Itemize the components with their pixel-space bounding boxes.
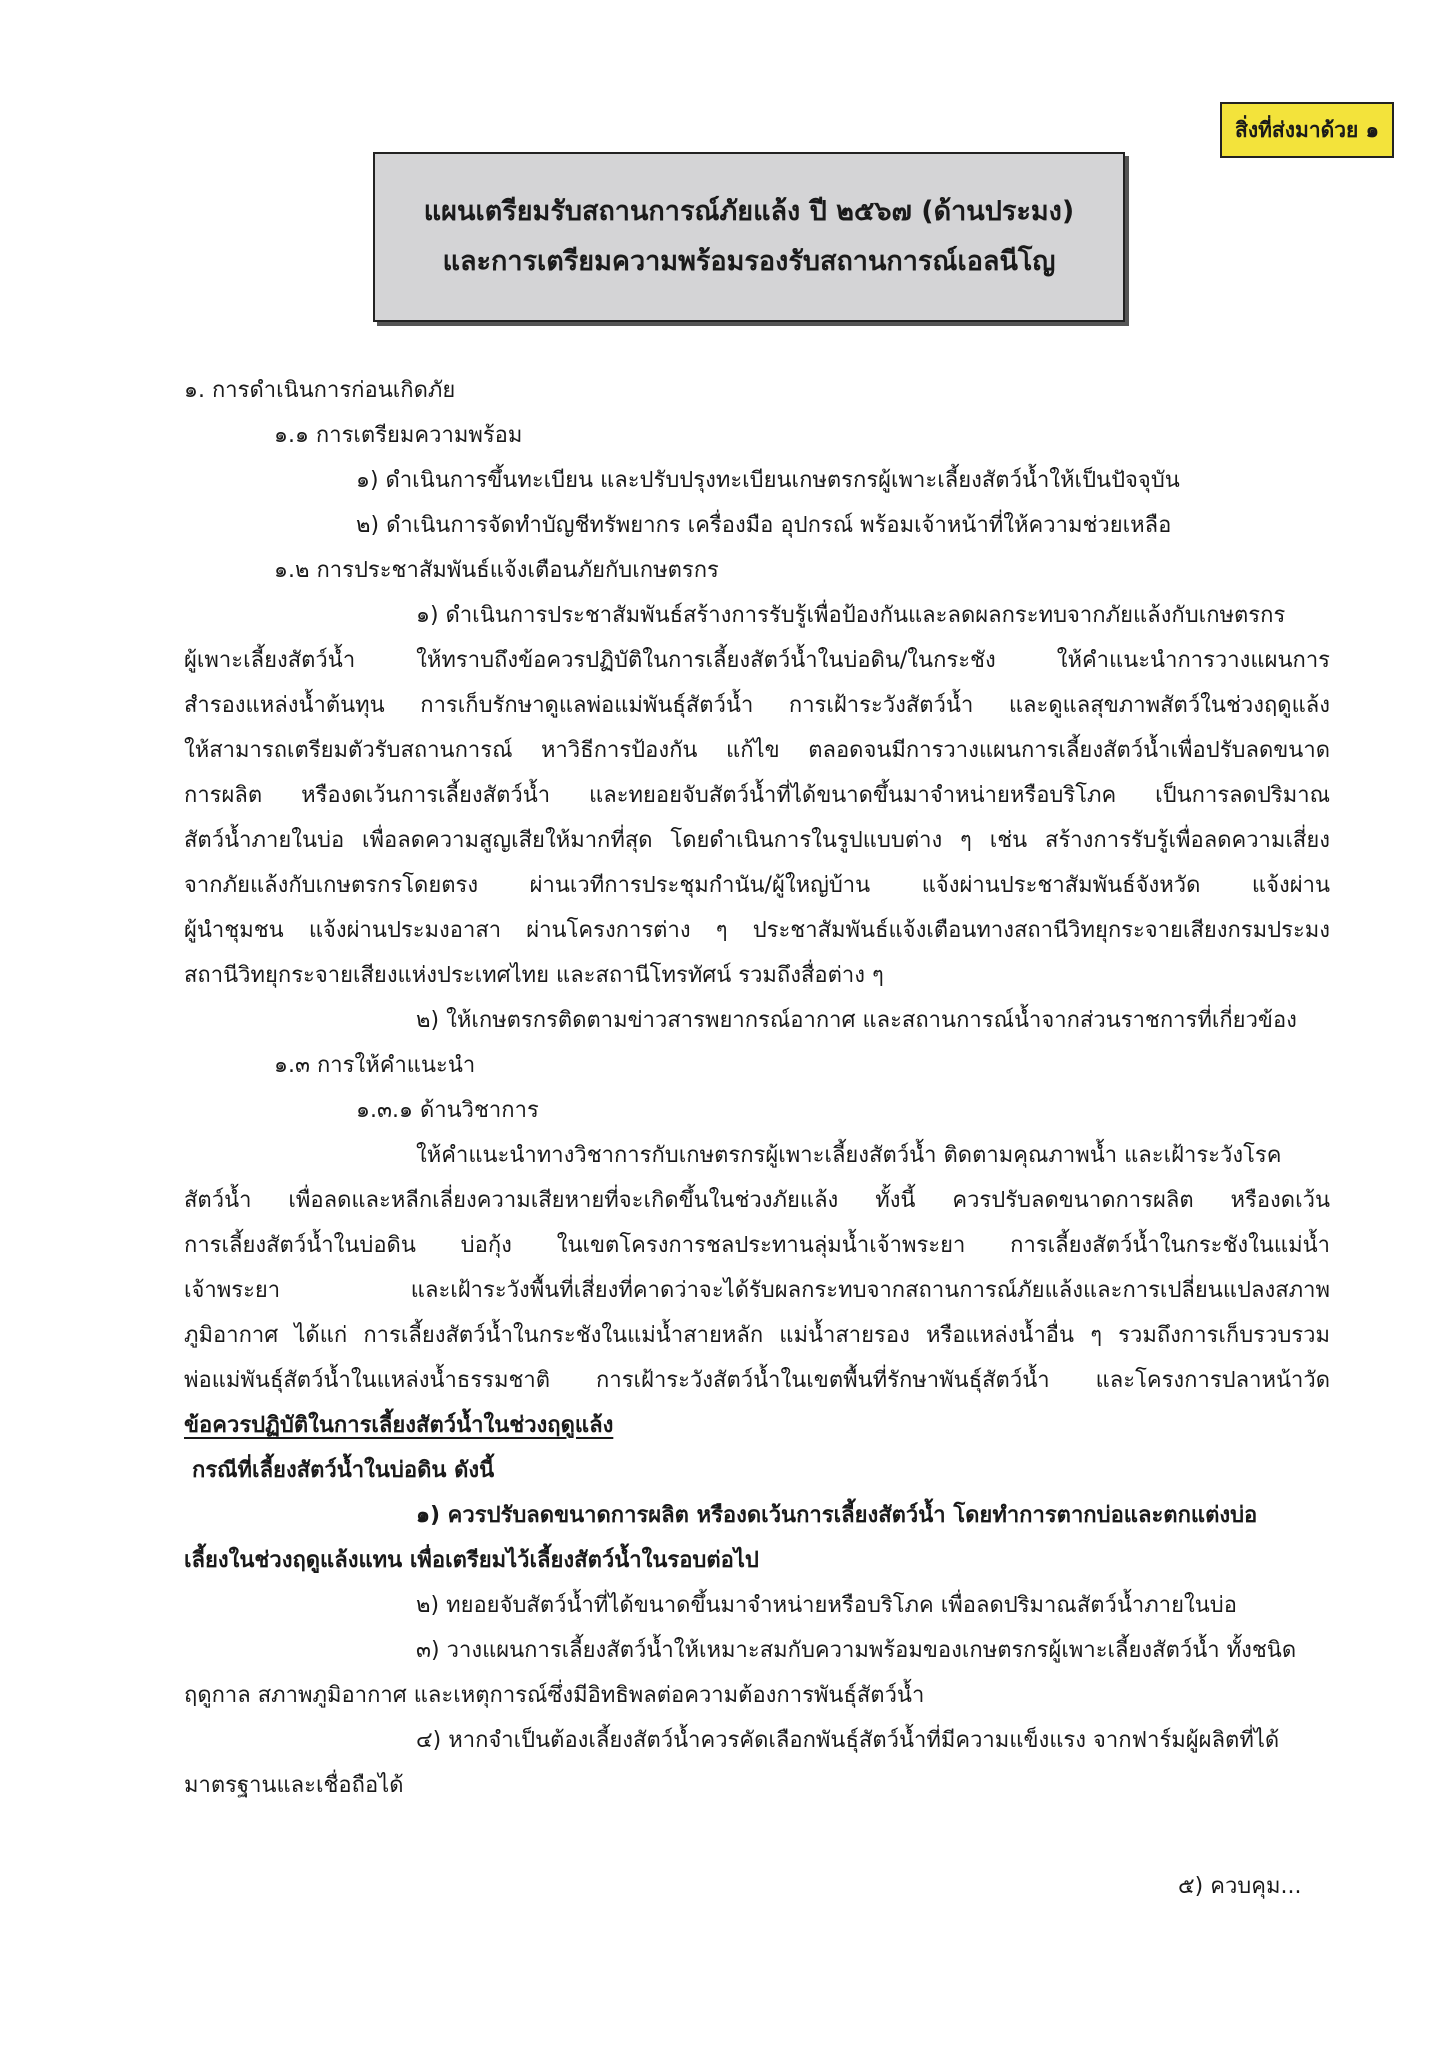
list-item: ๑) ควรปรับลดขนาดการผลิต หรืองดเว้นการเลี้ยงสัตว์น้ำ โดยทำการตากบ่อและตกแต่งบ่อ (416, 1503, 1258, 1528)
list-item-continuation: เลี้ยงในช่วงฤดูแล้งแทน เพื่อเตรียมไว้เลี้ยงสัตว์น้ำในรอบต่อไป (184, 1548, 759, 1573)
list-item: ๔) หากจำเป็นต้องเลี้ยงสัตว์น้ำควรคัดเลือกพันธุ์สัตว์น้ำที่มีความแข็งแรง จากฟาร์มผู้ผลิตที่ได้ (416, 1728, 1280, 1753)
attachment-badge: สิ่งที่ส่งมาด้วย ๑ (1220, 102, 1394, 158)
list-item-continuation: ฤดูกาล สภาพภูมิอากาศ และเหตุการณ์ซึ่งมีอิทธิพลต่อความต้องการพันธุ์สัตว์น้ำ (184, 1683, 925, 1708)
title-line-2: และการเตรียมความพร้อมรองรับสถานการณ์เอลนีโญ (442, 246, 1056, 277)
continuation-footer: ๕) ควบคุม... (1178, 1874, 1302, 1899)
paragraph-line: สัตว์น้ำ เพื่อลดและหลีกเลี่ยงความเสียหายที่จะเกิดขึ้นในช่วงภัยแล้ง ทั้งนี้ ควรปรับลดขนาดการผลิต หรืองดเว้น (184, 1188, 1330, 1213)
paragraph-line: สำรองแหล่งน้ำต้นทุน การเก็บรักษาดูแลพ่อแม่พันธุ์สัตว์น้ำ การเฝ้าระวังสัตว์น้ำ และดูแลสุขภาพสัตว์ในช่วงฤดูแล้ง (184, 693, 1330, 718)
list-item: ๒) ดำเนินการจัดทำบัญชีทรัพยากร เครื่องมือ อุปกรณ์ พร้อมเจ้าหน้าที่ให้ความช่วยเหลือ (356, 513, 1172, 538)
paragraph-line: ให้คำแนะนำทางวิชาการกับเกษตรกรผู้เพาะเลี้ยงสัตว์น้ำ ติดตามคุณภาพน้ำ และเฝ้าระวังโรค (416, 1143, 1282, 1168)
list-item: ๒) ทยอยจับสัตว์น้ำที่ได้ขนาดขึ้นมาจำหน่ายหรือบริโภค เพื่อลดปริมาณสัตว์น้ำภายในบ่อ (416, 1593, 1237, 1618)
subsection-heading-1-3: ๑.๓ การให้คำแนะนำ (274, 1053, 476, 1078)
document-body (184, 368, 1330, 1808)
paragraph-line: ภูมิอากาศ ได้แก่ การเลี้ยงสัตว์น้ำในกระชังในแม่น้ำสายหลัก แม่น้ำสายรอง หรือแหล่งน้ำอื่น ๆ รวมถึงการเก็บรวบรวม (184, 1323, 1330, 1348)
subsection-heading-1-1: ๑.๑ การเตรียมความพร้อม (274, 423, 523, 448)
list-item: ๑) ดำเนินการขึ้นทะเบียน และปรับปรุงทะเบียนเกษตรกรผู้เพาะเลี้ยงสัตว์น้ำให้เป็นปัจจุบัน (356, 468, 1180, 493)
list-item-continuation: มาตรฐานและเชื่อถือได้ (184, 1773, 404, 1798)
paragraph-line: ให้สามารถเตรียมตัวรับสถานการณ์ หาวิธีการป้องกัน แก้ไข ตลอดจนมีการวางแผนการเลี้ยงสัตว์น้ำเพื่อปรับลดขนาด (184, 738, 1330, 763)
title-box (373, 152, 1125, 322)
paragraph-line: การผลิต หรืองดเว้นการเลี้ยงสัตว์น้ำ และทยอยจับสัตว์น้ำที่ได้ขนาดขึ้นมาจำหน่ายหรือบริโภค เป็นการลดปริมาณ (184, 783, 1330, 808)
paragraph-line: พ่อแม่พันธุ์สัตว์น้ำในแหล่งน้ำธรรมชาติ การเฝ้าระวังสัตว์น้ำในเขตพื้นที่รักษาพันธุ์สัตว์น้ำ และโครงการปลาหน้าวัด (184, 1368, 1330, 1393)
title-line-1: แผนเตรียมรับสถานการณ์ภัยแล้ง ปี ๒๕๖๗ (ด้านประมง) (423, 196, 1075, 227)
paragraph-line: จากภัยแล้งกับเกษตรกรโดยตรง ผ่านเวทีการประชุมกำนัน/ผู้ใหญ่บ้าน แจ้งผ่านประชาสัมพันธ์จังหวัด แจ้งผ่าน (184, 873, 1330, 898)
list-item: ๓) วางแผนการเลี้ยงสัตว์น้ำให้เหมาะสมกับความพร้อมของเกษตรกรผู้เพาะเลี้ยงสัตว์น้ำ ทั้งชนิด (416, 1638, 1297, 1663)
practice-guideline-heading: ข้อควรปฏิบัติในการเลี้ยงสัตว์น้ำในช่วงฤดูแล้ง (184, 1413, 614, 1438)
subsection-heading-1-2: ๑.๒ การประชาสัมพันธ์แจ้งเตือนภัยกับเกษตรกร (274, 558, 719, 583)
paragraph-line: สัตว์น้ำภายในบ่อ เพื่อลดความสูญเสียให้มากที่สุด โดยดำเนินการในรูปแบบต่าง ๆ เช่น สร้างการรับรู้เพื่อลดความเสี่ยง (184, 828, 1330, 853)
pond-case-heading: กรณีที่เลี้ยงสัตว์น้ำในบ่อดิน ดังนี้ (192, 1458, 495, 1483)
paragraph-line: การเลี้ยงสัตว์น้ำในบ่อดิน บ่อกุ้ง ในเขตโครงการชลประทานลุ่มน้ำเจ้าพระยา การเลี้ยงสัตว์น้ำในกระชังในแม่น้ำ (184, 1233, 1330, 1258)
paragraph-line: เจ้าพระยา และเฝ้าระวังพื้นที่เสี่ยงที่คาดว่าจะได้รับผลกระทบจากสถานการณ์ภัยแล้งและการเปลี่ยนแปลงสภาพ (184, 1278, 1330, 1303)
paragraph-line: ผู้เพาะเลี้ยงสัตว์น้ำ ให้ทราบถึงข้อควรปฏิบัติในการเลี้ยงสัตว์น้ำในบ่อดิน/ในกระชัง ให้คำแนะนำการวางแผนการ (184, 648, 1330, 673)
list-item: ๒) ให้เกษตรกรติดตามข่าวสารพยากรณ์อากาศ และสถานการณ์น้ำจากส่วนราชการที่เกี่ยวข้อง (416, 1008, 1297, 1033)
section-heading-1: ๑. การดำเนินการก่อนเกิดภัย (184, 378, 456, 403)
subsection-heading-1-3-1: ๑.๓.๑ ด้านวิชาการ (356, 1098, 539, 1123)
paragraph-line: ผู้นำชุมชน แจ้งผ่านประมงอาสา ผ่านโครงการต่าง ๆ ประชาสัมพันธ์แจ้งเตือนทางสถานีวิทยุกระจายเสียงกรมประมง (184, 918, 1330, 943)
paragraph-line: ๑) ดำเนินการประชาสัมพันธ์สร้างการรับรู้เพื่อป้องกันและลดผลกระทบจากภัยแล้งกับเกษตรกร (416, 603, 1286, 628)
paragraph-line: สถานีวิทยุกระจายเสียงแห่งประเทศไทย และสถานีโทรทัศน์ รวมถึงสื่อต่าง ๆ (184, 963, 884, 988)
